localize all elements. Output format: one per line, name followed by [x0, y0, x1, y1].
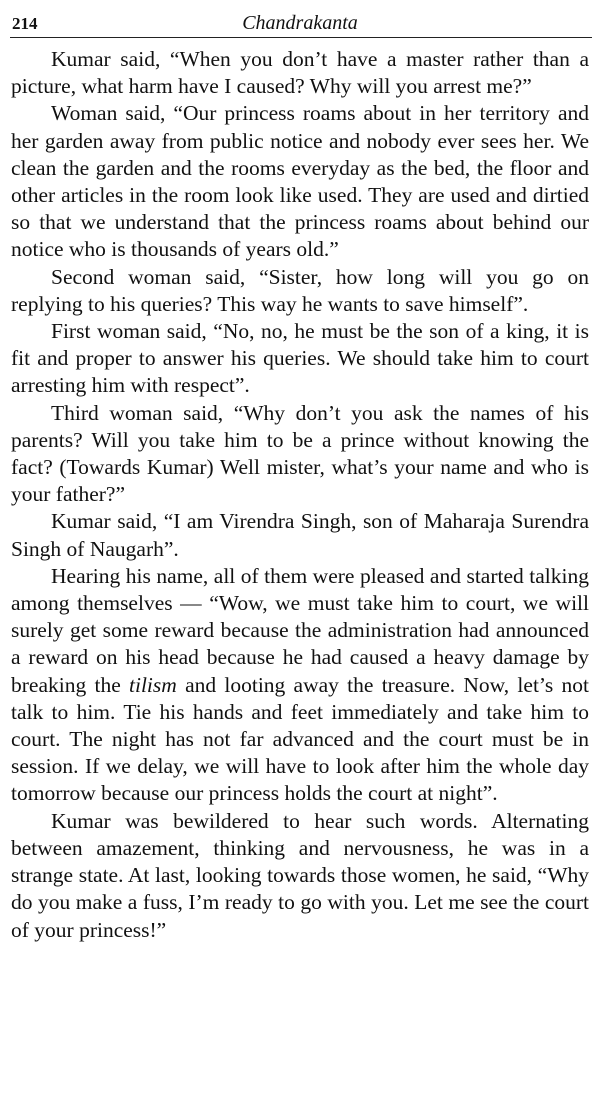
paragraph-7: [11, 563, 589, 808]
page-number: 214: [12, 14, 38, 33]
paragraph-6: Kumar said, “I am Virendra Singh, son of Maharaja Surendra Singh of Naugarh”.: [11, 509, 589, 561]
paragraph-8: Kumar was bewildered to hear such words. Alternating between amazement, thinking and nervousness, he was in a strange state. At last, looking towards those women, he said, “Why do you make a fuss, I’m ready to go with you. Let me see the court of your princess!”: [11, 808, 589, 942]
body-text: [11, 46, 589, 944]
paragraph-4: First woman said, “No, no, he must be the son of a king, it is fit and proper to answer his queries. We should take him to court arresting him with respect”.: [11, 319, 589, 398]
paragraph-2: Woman said, “Our princess roams about in her territory and her garden away from public notice and nobody ever sees her. We clean the garden and the rooms everyday as the bed, the floor and other articles in the room look like used. They are used and dirtied so that we understand that the princess roams about behind our notice who is thousands of years old.”: [11, 101, 589, 262]
paragraph-7-start: Hearing his name, all of them were pleased and started talking among themselves — “Wow, we must take him to court, we will surely get some reward because the administration had announced a reward on his head because he had caused a heavy damage by breaking the: [11, 563, 589, 697]
paragraph-3: Second woman said, “Sister, how long will you go on replying to his queries? This way he wants to save himself”.: [11, 264, 589, 316]
paragraph-7-end: and looting away the treasure. Now, let’s not talk to him. Tie his hands and feet immediately and take him to court. The night has not far advanced and the court must be in session. If we delay, we will have to look after him the whole day tomorrow because our princess holds the court at night”.: [11, 672, 589, 806]
header-rule: [10, 37, 592, 38]
page-header: [0, 6, 600, 36]
paragraph-1: Kumar said, “When you don’t have a master rather than a picture, what harm have I caused? Why will you arrest me?”: [11, 47, 589, 99]
running-title: Chandrakanta: [242, 12, 358, 34]
paragraph-5: Third woman said, “Why don’t you ask the names of his parents? Will you take him to be a prince without knowing the fact? (Towards Kumar) Well mister, what’s your name and who is your father?”: [11, 400, 589, 507]
tilism-term: tilism: [129, 672, 177, 697]
